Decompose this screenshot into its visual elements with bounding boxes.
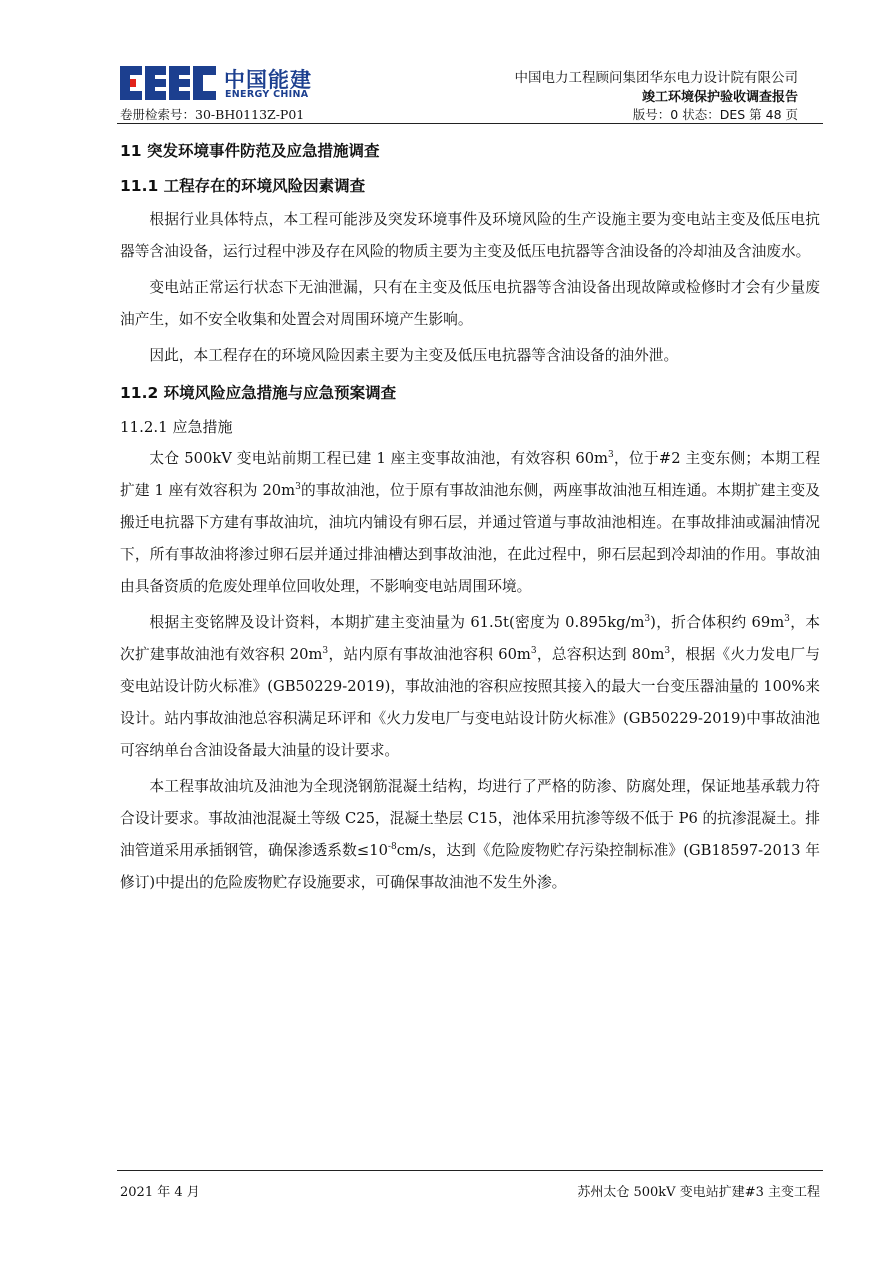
paragraph-2: 变电站正常运行状态下无油泄漏，只有在主变及低压电抗器等含油设备出现故障或检修时才会有少量废油产生，如不安全收集和处置会对周围环境产生影响。 <box>120 279 820 328</box>
header-rule <box>117 123 823 124</box>
paragraph-3: 因此，本工程存在的环境风险因素主要为主变及低压电抗器等含油设备的油外泄。 <box>149 347 679 364</box>
logo-chinese-text: 中国能建 <box>224 68 312 92</box>
company-name: 中国电力工程顾问集团华东电力设计院有限公司 <box>514 70 798 86</box>
footer-rule <box>117 1170 823 1171</box>
section-11-1-title: 11.1 工程存在的环境风险因素调查 <box>120 177 366 195</box>
paragraph-6: 本工程事故油坑及油池为全现浇钢筋混凝土结构，均进行了严格的防渗、防腐处理，保证地基承载力符合设计要求。事故油池混凝土等级 C25，混凝土垫层 C15，池体采用抗渗等级不低于 P6 的抗渗混凝土。排油管道采用承插钢管，确保渗透系数$\le 10^{-8}cm/s$，达到《危险废物贮存污染控制标准》(GB18597-2013 年修订)中提出的危险废物贮存设施要求，可确保事故油池不发生外渗。 <box>120 778 820 891</box>
footer-project: 苏州太仓 500kV 变电站扩建#3 主变工程 <box>577 1185 820 1200</box>
ceec-logo-mark-icon <box>120 66 216 100</box>
document-body <box>120 134 820 903</box>
report-title: 竣工环境保护验收调查报告 <box>641 90 798 105</box>
footer-date: 2021 年 4 月 <box>120 1185 200 1200</box>
section-11-2-1-title: 11.2.1 应急措施 <box>120 418 233 436</box>
paragraph-5: 根据主变铭牌及设计资料，本期扩建主变油量为 61.5t(密度为 $0.895kg/m^3$)，折合体积约 $69m^3$，本次扩建事故油池有效容积 $20m^3$，站内原有事故油池容积 $60m^3$，总容积达到 $80m^3$，根据《火力发电厂与变电站设计防火标准》(GB50229-2019)，事故油池的容积应按照其接入的最大一台变压器油量的 100%来设计。站内事故油池总容积满足环评和《火力发电厂与变电站设计防火标准》(GB50229-2019)中事故油池可容纳单台含油设备最大油量的设计要求。 <box>120 614 820 759</box>
energy-china-logo <box>120 64 320 102</box>
logo-english-text: ENERGY CHINA <box>225 89 309 100</box>
version-status-page: 版号：0 状态：DES 第 48 页 <box>632 107 798 122</box>
paragraph-1: 根据行业具体特点，本工程可能涉及突发环境事件及环境风险的生产设施主要为变电站主变及低压电抗器等含油设备，运行过程中涉及存在风险的物质主要为主变及低压电抗器等含油设备的冷却油及含油废水。 <box>120 211 820 260</box>
doc-number: 卷册检索号：30-BH0113Z-P01 <box>120 107 305 122</box>
section-11-2-title: 11.2 环境风险应急措施与应急预案调查 <box>120 384 397 402</box>
section-11-title: 11 突发环境事件防范及应急措施调查 <box>120 142 380 160</box>
paragraph-4: 太仓 500kV 变电站前期工程已建 1 座主变事故油池，有效容积 $60m^3$，位于#2 主变东侧；本期工程扩建 1 座有效容积为 $20m^3$的事故油池，位于原有事故油池东侧，两座事故油池互相连通。本期扩建主变及搬迁电抗器下方建有事故油坑，油坑内铺设有卵石层，并通过管道与事故油池相连。在事故排油或漏油情况下，所有事故油将渗过卵石层并通过排油槽达到事故油池，在此过程中，卵石层起到冷却油的作用。事故油由具备资质的危废处理单位回收处理，不影响变电站周围环境。 <box>120 450 820 595</box>
